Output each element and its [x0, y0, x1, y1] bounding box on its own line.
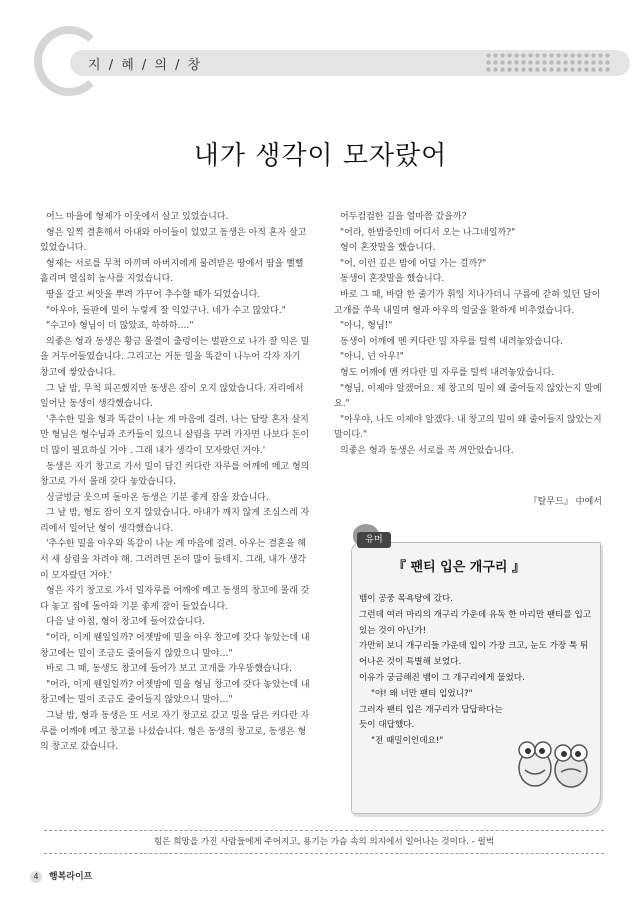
- humor-line: 이유가 궁금해진 뱀이 그 개구리에게 물었다.: [359, 672, 525, 683]
- paragraph: 땅을 갈고 씨앗을 뿌려 가꾸어 추수할 때가 되었습니다.: [46, 289, 261, 300]
- humor-box: [345, 520, 600, 810]
- left-column: [40, 210, 312, 756]
- paragraph: 그날 밤, 형과 동생은 또 서로 자기 창고로 갔고 밀을 담은 커다란 자루를 어깨에 메고 창고를 나섰습니다. 형은 동생의 창고로, 동생은 형의 창고로 갔습니다.: [40, 711, 310, 753]
- paragraph: 형제는 서로를 무척 아끼며 아버지에게 물려받은 땅에서 땀을 뻘뻘 흘리며 열심히 농사를 지었습니다.: [40, 258, 304, 285]
- paragraph: "어라, 한밤중인데 어디서 오는 나그네일까?": [340, 227, 516, 238]
- magazine-name: 행복라이프: [48, 872, 93, 882]
- paragraph: 의좋은 형과 동생은 황금 물결이 출렁이는 벌판으로 나가 잘 익은 밀을 거두어들였습니다. 그리고는 거둔 밀을 똑같이 나누어 각자 자기 창고에 쌓았습니다.: [40, 336, 310, 378]
- paragraph: 어느 마을에 형제가 이웃에서 살고 있었습니다.: [46, 212, 229, 222]
- humor-title: 『 팬티 입은 개구리 』: [393, 560, 526, 575]
- paragraph: "아니, 넌 아우!": [340, 352, 404, 363]
- right-column: [334, 210, 604, 460]
- paragraph: 다음 날 아침, 형이 창고에 들어갔습니다.: [46, 617, 206, 628]
- paragraph: 바로 그 때, 동생도 창고에 들어가 보고 고개를 갸우뚱했습니다.: [46, 664, 292, 675]
- paragraph: 형은 자기 창고로 가서 밀자루를 어깨에 메고 동생의 창고에 몰래 갖다 놓고 집에 돌아와 기분 좋게 잠이 들었습니다.: [40, 586, 310, 612]
- humor-line: 뱀이 공중 목욕탕에 갔다.: [359, 594, 453, 604]
- humor-line: 그러자 팬티 입은 개구리가 답답하다는 듯이 대답했다.: [359, 704, 503, 731]
- bottom-quote: 힘은 희망을 가진 사람들에게 주어지고, 용기는 가슴 속의 의지에서 일어나는 것이다. - 펄벅: [44, 830, 604, 854]
- paragraph: 동생이 혼잣말을 했습니다.: [340, 274, 445, 285]
- paragraph: "어라, 이게 웬일일까? 어젯밤에 밀을 형님 창고에 갖다 놓았는데 내 창고에는 밀이 조금도 줄어들지 않았으니 말야…": [40, 679, 310, 706]
- paragraph: 바로 그 때, 바람 한 줄기가 휘잉 지나가더니 구름에 갇혀 있던 달이 고개를 쑤욱 내밀며 형과 아우의 얼굴을 환하게 비추었습니다.: [334, 289, 601, 316]
- paragraph: "어, 이런 깊은 밤에 어딜 가는 걸까?": [340, 258, 487, 269]
- section-header: [30, 22, 610, 102]
- section-label: 지 / 혜 / 의 / 창: [88, 58, 203, 73]
- paragraph: "형님, 이제야 알겠어요. 제 창고의 밀이 왜 줄어들지 않았는지 말예요.": [334, 383, 602, 410]
- paragraph: "아우야, 들판에 밀이 누렇게 잘 익었구나. 네가 수고 많았다.": [46, 305, 286, 316]
- paragraph: "아우야, 나도 이제야 알겠다. 내 창고의 밀이 왜 줄어들지 않았는지 말이다.": [334, 414, 602, 441]
- humor-line: 가만히 보니 개구리들 가운데 입이 가장 크고, 눈도 가장 툭 튀어나온 것이 특별해 보였다.: [359, 641, 589, 668]
- paragraph: 형이 혼잣말을 했습니다.: [340, 243, 436, 254]
- article-title: 내가 생각이 모자랐어: [193, 141, 448, 171]
- paragraph: "아니, 형님!": [340, 321, 393, 332]
- dot-pattern-decoration: [485, 52, 610, 74]
- humor-tag: 유머: [357, 532, 391, 548]
- paragraph: '추수한 밀을 아우와 똑같이 나눈 게 마음에 걸려. 아우는 결혼을 해서 새 살림을 차려야 해. 그러려면 돈이 많이 들테지. 그래, 내가 생각이 모자랐던 거야.': [40, 539, 307, 581]
- frog-illustration-icon: [513, 720, 593, 790]
- page-footer: [30, 869, 92, 883]
- humor-quote: "전 때밀이인데요!": [371, 736, 444, 747]
- paragraph: 동생이 어깨에 멘 커다란 밀 자루를 털썩 내려놓았습니다.: [340, 336, 563, 347]
- paragraph: 그 날 밤, 형도 잠이 오지 않았습니다. 아내가 깨지 않게 조심스레 자리에서 일어난 형이 생각했습니다.: [40, 508, 310, 534]
- paragraph: 의좋은 형과 동생은 서로를 꼭 껴안았습니다.: [340, 445, 514, 456]
- source-note: 『탈무드』 中에서: [528, 497, 602, 507]
- paragraph: 형은 일찍 결혼해서 아내와 아이들이 있었고 동생은 아직 혼자 살고 있었습니다.: [40, 227, 307, 254]
- humor-line: 그런데 여러 마리의 개구리 가운데 유독 한 마리만 팬티를 입고 있는 것이 아닌가!: [359, 609, 592, 636]
- paragraph: "수고야 형님이 더 많았죠, 하하하….": [46, 321, 194, 332]
- paragraph: '추수한 밀을 형과 똑같이 나눈 게 마음에 걸려. 나는 달랑 혼자 살지만 형님은 형수님과 조카들이 있으니 살림을 꾸려 가자면 나보다 돈이 더 많이 필요하실 거야 . 그래 내가 생각이 모자랐던 거야.': [40, 414, 310, 456]
- page-number: 4: [30, 871, 42, 883]
- paragraph: 어두컴컴한 길을 얼마쯤 갔을까?: [340, 212, 467, 222]
- humor-quote: "야! 왜 너만 팬티 입었니?": [371, 688, 473, 699]
- paragraph: "어라, 이게 웬일일까? 어젯밤에 밀을 아우 창고에 갖다 놓았는데 내 창고에는 밀이 조금도 줄어들지 않았으니 말야…": [40, 633, 310, 659]
- paragraph: 싱글벙글 웃으며 돌아온 동생은 기분 좋게 잠을 잤습니다.: [46, 492, 269, 503]
- paragraph: 형도 어깨에 멘 커다란 밀 자루를 털썩 내려놓았습니다.: [340, 367, 555, 378]
- paragraph: 동생은 자기 창고로 가서 밀이 담긴 커다란 자루를 어깨에 메고 형의 창고로 가서 몰래 갖다 놓았습니다.: [40, 461, 310, 488]
- paragraph: 그 날 밤, 무척 피곤했지만 동생은 잠이 오지 않았습니다. 자리에서 일어난 동생이 생각했습니다.: [40, 383, 304, 410]
